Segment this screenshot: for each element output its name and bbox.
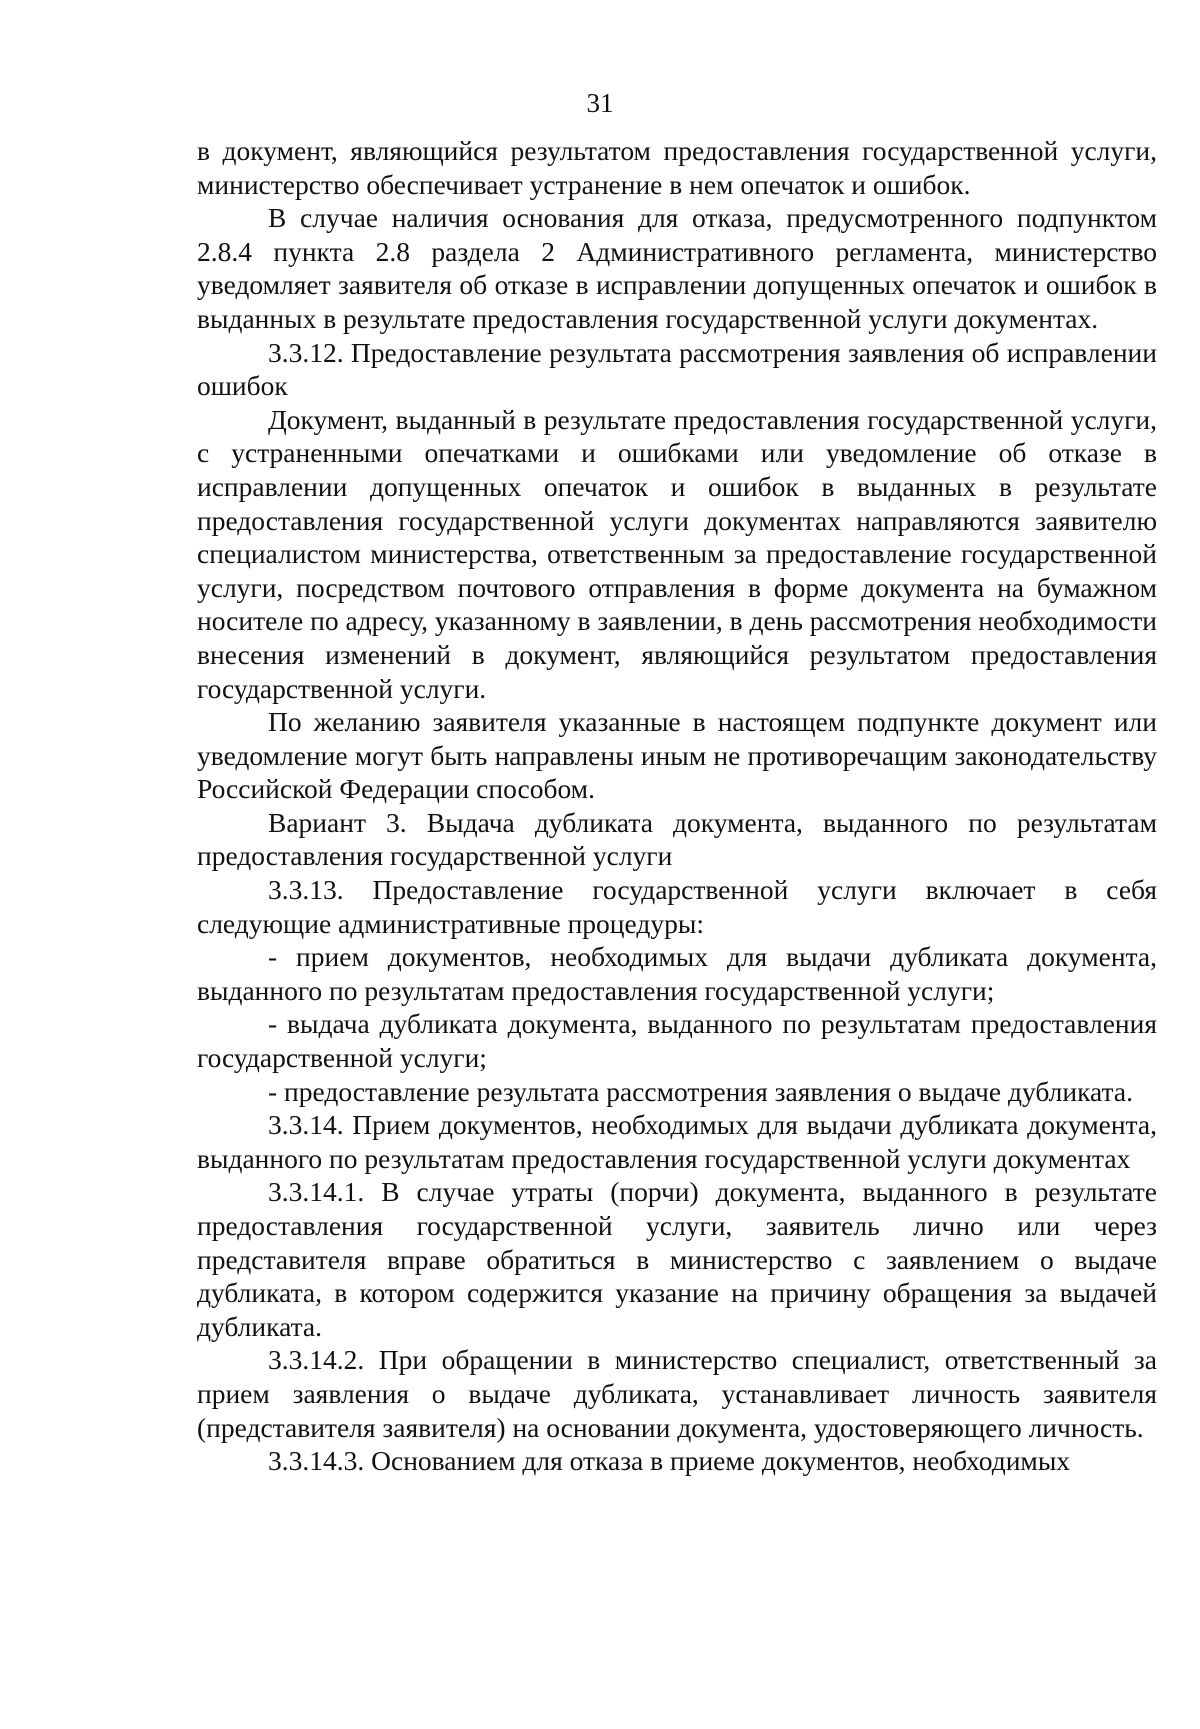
paragraph: 3.3.13. Предоставление государственной услуги включает в себя следующие административные процедуры: [197,874,1157,939]
paragraph: в документ, являющийся результатом предоставления государственной услуги, министерство обеспечивает устранение в нем опечаток и ошибок. [197,135,1157,200]
paragraph: В случае наличия основания для отказа, предусмотренного подпунктом 2.8.4 пункта 2.8 раздела 2 Административного регламента, министерство уведомляет заявителя об отказе в исправлении допущенных опечаток и ошибок в выданных в результате предоставления государственной услуги документах. [197,202,1157,334]
paragraph: По желанию заявителя указанные в настоящем подпункте документ или уведомление могут быть направлены иным не противоречащим законодательству Российской Федерации способом. [197,706,1157,805]
paragraph: 3.3.14.2. При обращении в министерство специалист, ответственный за прием заявления о выдаче дубликата, устанавливает личность заявителя (представителя заявителя) на основании документа, удостоверяющего личность. [197,1344,1157,1443]
document-body [197,134,1157,1478]
section-heading: 3.3.12. Предоставление результата рассмотрения заявления об исправлении ошибок [197,336,1157,402]
list-item: - предоставление результата рассмотрения заявления о выдаче дубликата. [268,1075,1133,1107]
section-heading: Вариант 3. Выдача дубликата документа, выданного по результатам предоставления государственной услуги [197,806,1157,872]
page-number: 31 [586,88,614,118]
list-item: - выдача дубликата документа, выданного по результатам предоставления государственной услуги; [197,1008,1157,1074]
paragraph: 3.3.14.3. Основанием для отказа в приеме документов, необходимых [268,1445,1071,1477]
section-heading: 3.3.14. Прием документов, необходимых для выдачи дубликата документа, выданного по результатам предоставления государственной услуги документах [197,1109,1157,1174]
list-item: - прием документов, необходимых для выдачи дубликата документа, выданного по результатам предоставления государственной услуги; [197,941,1157,1006]
paragraph: 3.3.14.1. В случае утраты (порчи) документа, выданного в результате предоставления государственной услуги, заявитель лично или через представителя вправе обратиться в министерство с заявлением о выдаче дубликата, в котором содержится указание на причину обращения за выдачей дубликата. [197,1176,1157,1342]
paragraph: Документ, выданный в результате предоставления государственной услуги, с устраненными опечатками и ошибками или уведомление об отказе в исправлении допущенных опечаток и ошибок в выданных в результате предоставления государственной услуги документах направляются заявителю специалистом министерства, ответственным за предоставление государственной услуги, посредством почтового отправления в форме документа на бумажном носителе по адресу, указанному в заявлении, в день рассмотрения необходимости внесения изменений в документ, являющийся результатом предоставления государственной услуги. [197,403,1157,704]
